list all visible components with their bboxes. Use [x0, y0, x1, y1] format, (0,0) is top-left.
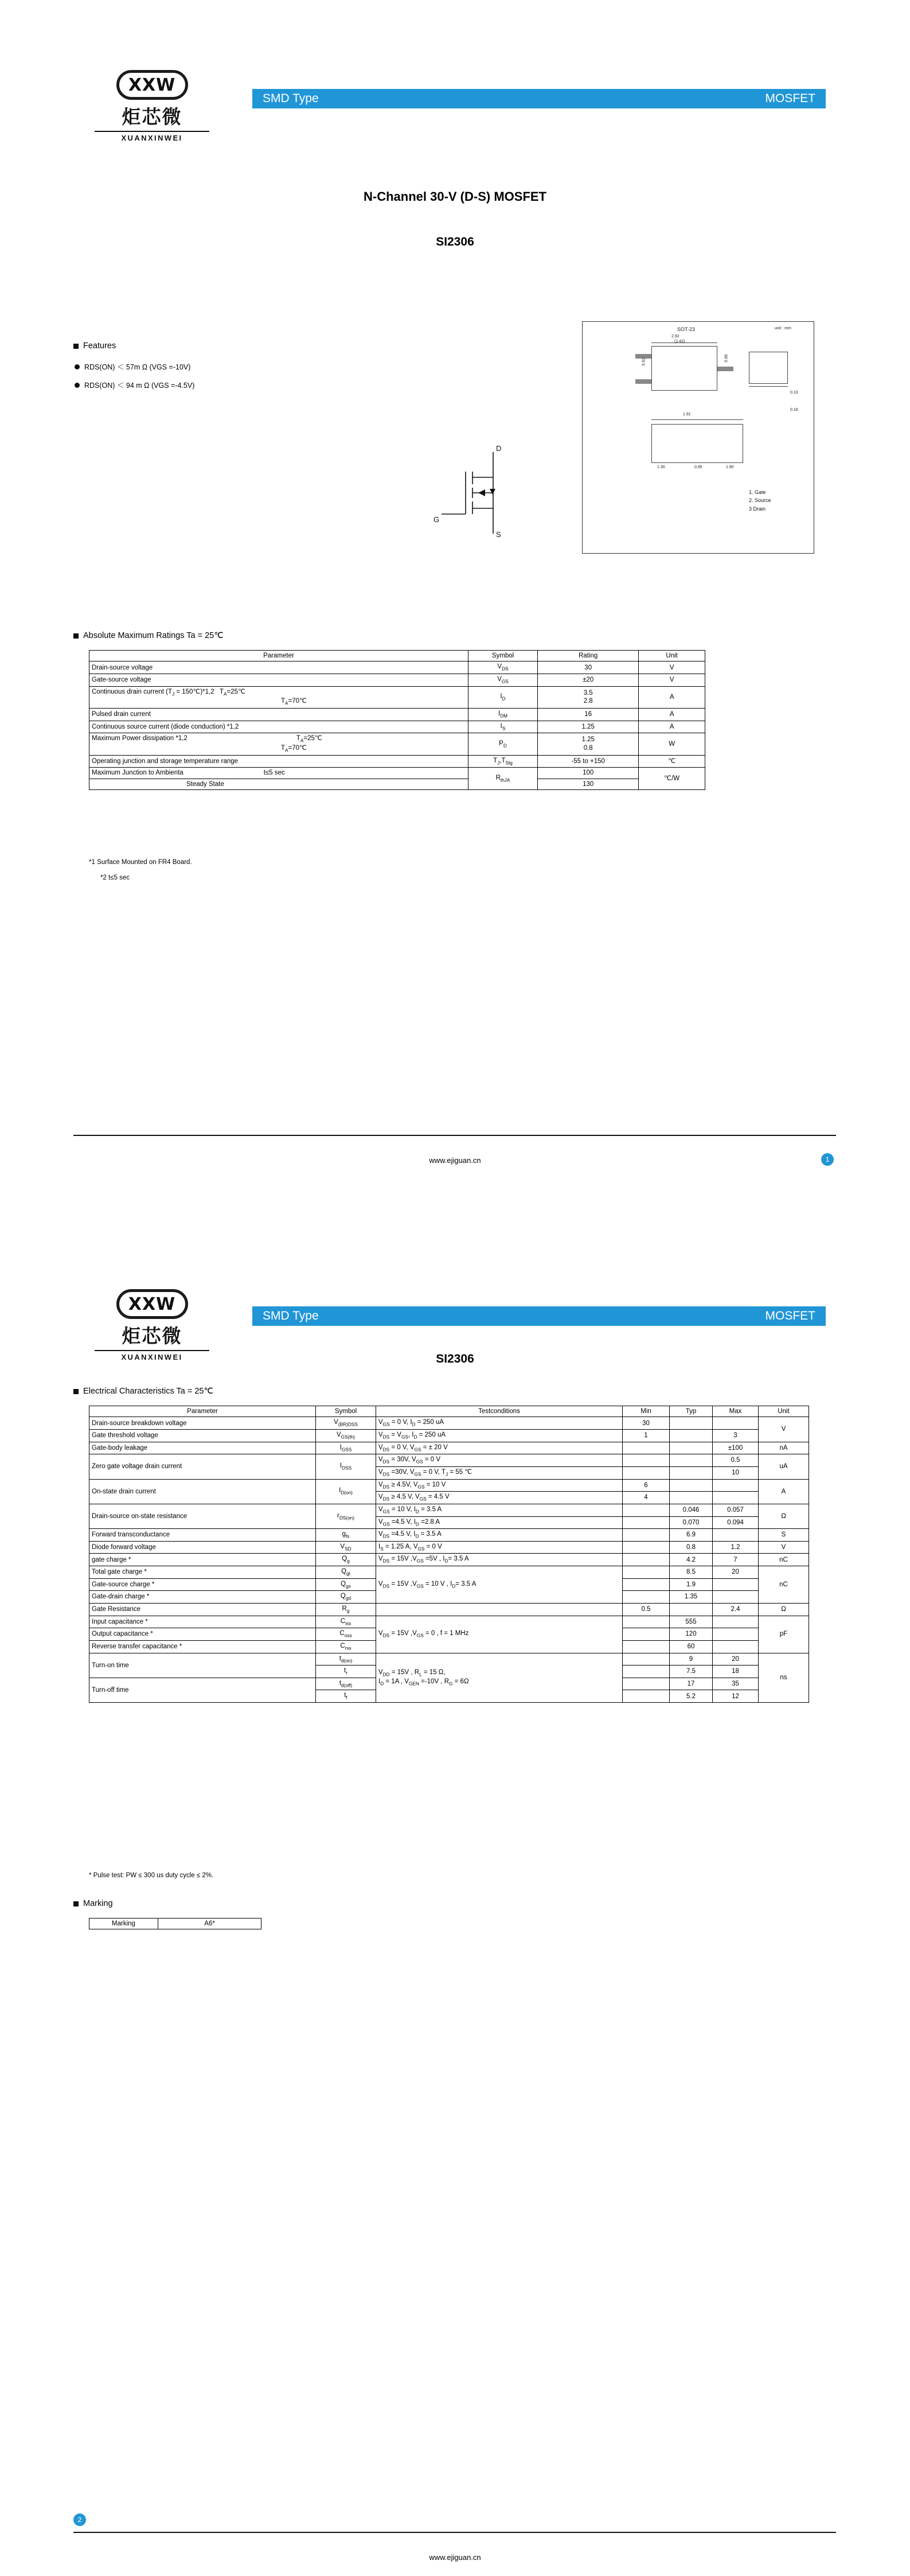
col-symbol: Symbol — [468, 651, 537, 661]
logo-english-name: XUANXINWEI — [121, 1353, 183, 1361]
logo-divider — [95, 1350, 209, 1351]
package-lead-line — [717, 367, 733, 371]
cell-max — [713, 1591, 759, 1604]
header-type-label: SMD Type — [263, 92, 319, 105]
cell-max — [713, 1479, 759, 1492]
cell-unit: nC — [759, 1566, 809, 1604]
cell-unit: Ω — [759, 1504, 809, 1528]
cell-symbol: $C_{iss}$ — [316, 1616, 376, 1628]
cell-parameter: Gate-source voltage — [89, 674, 468, 687]
cell-max: 35 — [713, 1678, 759, 1690]
marking-heading — [73, 1899, 113, 1908]
cell-min — [623, 1554, 670, 1566]
package-dim-label: 0.52 — [642, 357, 646, 366]
cell-symbol: $T_J,T_{Stg}$ — [468, 755, 537, 768]
cell-min — [623, 1616, 670, 1628]
cell-parameter: Gate-source charge * — [89, 1578, 316, 1591]
cell-min — [623, 1504, 670, 1516]
cell-max — [713, 1578, 759, 1591]
cell-symbol: $V_{(BR)DSS}$ — [316, 1417, 376, 1430]
cell-min — [623, 1442, 670, 1454]
logo-mark: XXW — [116, 70, 188, 100]
cell-symbol: $g_{fs}$ — [316, 1529, 376, 1542]
cell-rating: -55 to +150 — [538, 755, 639, 768]
cell-symbol: $V_{DS}$ — [468, 661, 537, 674]
table-row — [89, 1566, 809, 1579]
table-header-row — [89, 1406, 809, 1417]
col-parameter: Parameter — [89, 651, 468, 661]
cell-unit: V — [639, 674, 705, 687]
section-marker-icon — [73, 1901, 79, 1906]
cell-rating: 30 — [538, 661, 639, 674]
cell-symbol: $V_{GS}$ — [468, 674, 537, 687]
mosfet-schematic-symbol — [430, 442, 528, 545]
cell-symbol: $t_f$ — [316, 1690, 376, 1703]
cell-typ: 1.9 — [670, 1578, 713, 1591]
cell-parameter: Maximum Junction to Ambienta t≤5 sec Steady State — [89, 768, 468, 790]
cell-max: 10 — [713, 1466, 759, 1479]
cell-symbol: $t_{d(off)}$ — [316, 1678, 376, 1690]
cell-max: 2.4 — [713, 1603, 759, 1616]
absolute-max-heading-label: Absolute Maximum Ratings Ta = 25℃ — [83, 631, 224, 640]
cell-min — [623, 1640, 670, 1653]
cell-condition: $V_{DS} = 0$ V, $V_{GS}$ = ± 20 V — [376, 1442, 623, 1454]
cell-max: 12 — [713, 1690, 759, 1703]
pulse-test-note: * Pulse test: PW ≤ 300 us duty cycle ≤ 2%. — [89, 1872, 214, 1879]
cell-typ — [670, 1442, 713, 1454]
package-line — [749, 386, 788, 387]
cell-marking-label: Marking — [89, 1919, 158, 1929]
cell-condition: $V_{GS} = 0$ V, $I_D = 250$ uA — [376, 1417, 623, 1430]
cell-rating: 16 — [538, 708, 639, 721]
cell-condition: $V_{DS} \ge 4.5$ V, $V_{GS} = 4.5$ V — [376, 1492, 623, 1504]
cell-parameter: Operating junction and storage temperature range — [89, 755, 468, 768]
cell-max: 0.094 — [713, 1516, 759, 1529]
logo-chinese-name: 炬芯微 — [122, 106, 182, 128]
cell-typ — [670, 1466, 713, 1479]
package-dim-label: 0.95 — [694, 465, 702, 469]
cell-typ — [670, 1492, 713, 1504]
header-device-label: MOSFET — [765, 92, 815, 105]
cell-typ: 1.35 — [670, 1591, 713, 1604]
electrical-characteristics-heading-label: Electrical Characteristics Ta = 25℃ — [83, 1387, 213, 1396]
cell-min — [623, 1690, 670, 1703]
feature-item-1 — [75, 380, 194, 390]
cell-unit: A — [639, 708, 705, 721]
part-number: SI2306 — [436, 235, 474, 248]
cell-max — [713, 1417, 759, 1430]
cell-symbol: $R_g$ — [316, 1603, 376, 1616]
footer-divider — [73, 1135, 836, 1136]
cell-typ: 7.5 — [670, 1666, 713, 1678]
pin-3-label: 3 Drain — [749, 505, 766, 512]
table-row — [89, 1529, 809, 1542]
cell-parameter: Continuous source current (diode conduction) *1,2 — [89, 721, 468, 733]
cell-symbol: $I_S$ — [468, 721, 537, 733]
page-number-badge: 2 — [73, 2513, 86, 2526]
package-dim-label: 0.18 — [790, 408, 798, 412]
logo-divider — [95, 131, 209, 132]
cell-typ — [670, 1479, 713, 1492]
package-footprint-box — [651, 424, 743, 463]
cell-parameter: Zero gate voltage drain current — [89, 1454, 316, 1479]
col-rating: Rating — [538, 651, 639, 661]
cell-unit: uA — [759, 1454, 809, 1479]
absolute-max-heading — [73, 631, 224, 640]
cell-parameter: Maximum Power dissipation *1,2 $T_A=25℃$ $T_A=70℃$ — [89, 733, 468, 755]
cell-typ — [670, 1603, 713, 1616]
absolute-maximum-ratings-table — [89, 650, 705, 790]
cell-min: 1 — [623, 1430, 670, 1442]
cell-symbol: $P_D$ — [468, 733, 537, 755]
cell-unit: pF — [759, 1616, 809, 1653]
cell-rating: 1.25 — [538, 721, 639, 733]
col-unit: Unit — [639, 651, 705, 661]
cell-unit: Ω — [759, 1603, 809, 1616]
col-testconditions: Testconditions — [376, 1406, 623, 1417]
cell-symbol: $R_{thJA}$ — [468, 768, 537, 790]
cell-rating: 1.25 0.8 — [538, 733, 639, 755]
cell-rating: 100 130 — [538, 768, 639, 790]
cell-symbol: $C_{rss}$ — [316, 1640, 376, 1653]
cell-min — [623, 1529, 670, 1542]
cell-symbol: $I_{DM}$ — [468, 708, 537, 721]
table-header-row — [89, 651, 705, 661]
table-row — [89, 1430, 809, 1442]
section-marker-icon — [73, 344, 79, 349]
cell-symbol: $t_r$ — [316, 1666, 376, 1678]
cell-max: 0.057 — [713, 1504, 759, 1516]
cell-parameter: gate charge * — [89, 1554, 316, 1566]
cell-unit: V — [639, 661, 705, 674]
table-row — [89, 1653, 809, 1666]
svg-text:G: G — [433, 515, 440, 524]
package-lead-line — [635, 379, 651, 384]
svg-text:D: D — [496, 444, 502, 453]
package-pin-list — [749, 488, 771, 513]
col-typ: Typ — [670, 1406, 713, 1417]
package-name-label: SOT-23 — [677, 326, 696, 332]
table-row — [89, 708, 705, 721]
cell-max — [713, 1492, 759, 1504]
cell-parameter: Gate threshold voltage — [89, 1430, 316, 1442]
cell-symbol: $I_{D(on)}$ — [316, 1479, 376, 1504]
cell-max: 1.2 — [713, 1541, 759, 1554]
cell-parameter: Output capacitance * — [89, 1628, 316, 1641]
cell-condition: $V_{DS} = 15V$ $,V_{GS} = 0$ , f = 1 MHz — [376, 1616, 623, 1653]
company-logo — [86, 1289, 218, 1361]
cell-unit: S — [759, 1529, 809, 1542]
feature-text: RDS(ON) ＜ 57m Ω (VGS =-10V) — [84, 363, 191, 371]
cell-max — [713, 1529, 759, 1542]
features-heading-label: Features — [83, 341, 116, 351]
cell-symbol: $r_{DS(on)}$ — [316, 1504, 376, 1528]
cell-max: 18 — [713, 1666, 759, 1678]
cell-typ: 6.9 — [670, 1529, 713, 1542]
cell-typ: 9 — [670, 1653, 713, 1666]
cell-condition: $V_{GS} =4.5$ V, $I_D =2.8$ A — [376, 1516, 623, 1529]
cell-min — [623, 1466, 670, 1479]
cell-condition: $V_{DS} =30V$, $V_{GS} = 0$ V, $T_J = 55$ ℃ — [376, 1466, 623, 1479]
cell-condition: $V_{GS} = 10$ V, $I_D = 3.5$ A — [376, 1504, 623, 1516]
cell-min: 0.5 — [623, 1603, 670, 1616]
table-row — [89, 674, 705, 687]
cell-min — [623, 1578, 670, 1591]
cell-min — [623, 1666, 670, 1678]
cell-parameter: Pulsed drain current — [89, 708, 468, 721]
cell-symbol: $V_{SD}$ — [316, 1541, 376, 1554]
page-title: N-Channel 30-V (D-S) MOSFET — [363, 189, 546, 204]
cell-condition: $V_{DS} = V_{GS}$, $I_D = 250$ uA — [376, 1430, 623, 1442]
cell-unit: W — [639, 733, 705, 755]
table-row — [89, 768, 705, 790]
header-device-label: MOSFET — [765, 1309, 815, 1322]
cell-parameter: Total gate charge * — [89, 1566, 316, 1579]
cell-symbol: $Q_{gd}$ — [316, 1591, 376, 1604]
cell-typ: 120 — [670, 1628, 713, 1641]
cell-typ: 8.5 — [670, 1566, 713, 1579]
footnote-2: *2 t≤5 sec — [100, 874, 130, 881]
table-row — [89, 1603, 809, 1616]
cell-min — [623, 1653, 670, 1666]
cell-min: 30 — [623, 1417, 670, 1430]
cell-typ: 17 — [670, 1678, 713, 1690]
cell-typ: 555 — [670, 1616, 713, 1628]
cell-min — [623, 1591, 670, 1604]
footer-url: www.ejiguan.cn — [429, 1156, 481, 1165]
section-marker-icon — [73, 1389, 79, 1394]
package-unit-label: unit : mm — [775, 326, 791, 330]
table-row — [89, 733, 705, 755]
package-dim-label: 0.10 — [790, 391, 798, 395]
cell-symbol: $C_{oss}$ — [316, 1628, 376, 1641]
cell-max: 20 — [713, 1653, 759, 1666]
cell-min: 6 — [623, 1479, 670, 1492]
package-dim-label: (1.42) — [674, 340, 685, 344]
cell-parameter: On-state drain current — [89, 1479, 316, 1504]
cell-max — [713, 1640, 759, 1653]
cell-parameter: Turn-off time — [89, 1678, 316, 1702]
cell-parameter: Reverse transfer capacitance * — [89, 1640, 316, 1653]
table-row — [89, 1454, 809, 1467]
marking-table — [89, 1918, 261, 1929]
mosfet-symbol-svg — [430, 442, 528, 545]
header-banner — [252, 1306, 826, 1326]
cell-symbol: $Q_g$ — [316, 1554, 376, 1566]
cell-max: ±100 — [713, 1442, 759, 1454]
cell-unit: V — [759, 1417, 809, 1442]
electrical-characteristics-heading — [73, 1387, 213, 1396]
pin-1-label: 1. Gate — [749, 489, 766, 495]
cell-min — [623, 1516, 670, 1529]
feature-text: RDS(ON) ＜ 94 m Ω (VGS =-4.5V) — [84, 382, 195, 390]
cell-condition — [376, 1603, 623, 1616]
cell-rating: 3.5 2.8 — [538, 686, 639, 708]
cell-min — [623, 1678, 670, 1690]
cell-condition: $V_{DS} =4.5$ V, $I_D = 3.5$ A — [376, 1529, 623, 1542]
cell-typ: 0.046 — [670, 1504, 713, 1516]
cell-symbol: $Q_{gs}$ — [316, 1578, 376, 1591]
cell-condition: $V_{DS} \ge 4.5V$, $V_{GS} = 10$ V — [376, 1479, 623, 1492]
cell-symbol: $t_{d(on)}$ — [316, 1653, 376, 1666]
cell-typ — [670, 1417, 713, 1430]
table-row — [89, 1554, 809, 1566]
package-dim-label: 2.92 — [671, 334, 679, 338]
cell-typ: 5.2 — [670, 1690, 713, 1703]
table-row — [89, 1442, 809, 1454]
col-unit: Unit — [759, 1406, 809, 1417]
table-row — [89, 1541, 809, 1554]
svg-text:S: S — [496, 530, 501, 539]
cell-min: 4 — [623, 1492, 670, 1504]
cell-typ: 0.8 — [670, 1541, 713, 1554]
cell-symbol: $I_{GSS}$ — [316, 1442, 376, 1454]
cell-parameter: Gate-body leakage — [89, 1442, 316, 1454]
table-row — [89, 1616, 809, 1628]
cell-typ: 60 — [670, 1640, 713, 1653]
header-type-label: SMD Type — [263, 1309, 319, 1322]
cell-condition: $V_{DS} = 30V$, $V_{GS} = 0$ V — [376, 1454, 623, 1467]
cell-parameter: Turn-on time — [89, 1653, 316, 1678]
cell-parameter: Gate Resistance — [89, 1603, 316, 1616]
cell-min — [623, 1541, 670, 1554]
package-outline-drawing — [582, 321, 814, 554]
cell-condition: $V_{DD} = 15V$ , $R_L = 15$ Ω, $I_D = 1A$ , $V_{GEN} =-10V$ , $R_G = 6\Omega$ — [376, 1653, 623, 1703]
cell-typ: 4.2 — [670, 1554, 713, 1566]
package-dim-line — [651, 419, 743, 420]
package-dim-label: 1.30 — [657, 465, 665, 469]
bullet-icon — [75, 383, 80, 388]
electrical-characteristics-table — [89, 1406, 809, 1703]
footnote-1: *1 Surface Mounted on FR4 Board. — [89, 859, 192, 866]
cell-min — [623, 1566, 670, 1579]
cell-parameter: Drain-source on-state resistance — [89, 1504, 316, 1528]
cell-typ — [670, 1454, 713, 1467]
cell-max — [713, 1616, 759, 1628]
cell-parameter: Input capacitance * — [89, 1616, 316, 1628]
table-row — [89, 1504, 809, 1516]
table-row — [89, 1919, 261, 1929]
package-topview-box — [651, 346, 717, 391]
cell-parameter: Diode forward voltage — [89, 1541, 316, 1554]
package-dim-label: 1.90 — [726, 465, 734, 469]
cell-symbol: $I_{DSS}$ — [316, 1454, 376, 1479]
cell-symbol: $V_{GS(th)}$ — [316, 1430, 376, 1442]
pin-2-label: 2. Source — [749, 497, 771, 504]
package-sideview-box — [749, 352, 788, 384]
package-dim-label: 1.91 — [683, 413, 691, 417]
cell-typ: 0.070 — [670, 1516, 713, 1529]
section-marker-icon — [73, 633, 79, 639]
part-number: SI2306 — [436, 1352, 474, 1365]
cell-unit: ns — [759, 1653, 809, 1703]
cell-parameter: Drain-source voltage — [89, 661, 468, 674]
company-logo — [86, 70, 218, 142]
cell-typ — [670, 1430, 713, 1442]
page-2 — [0, 1288, 910, 2576]
table-row — [89, 1417, 809, 1430]
cell-parameter: Continuous drain current ($T_J$ = 150℃)*1,2 $T_A=25℃$ $T_A=70℃$ — [89, 686, 468, 708]
table-row — [89, 686, 705, 708]
table-row — [89, 721, 705, 733]
cell-parameter: Drain-source breakdown voltage — [89, 1417, 316, 1430]
cell-unit: A — [639, 721, 705, 733]
cell-parameter: Gate-drain charge * — [89, 1591, 316, 1604]
logo-mark: XXW — [116, 1289, 188, 1319]
col-min: Min — [623, 1406, 670, 1417]
cell-condition: $V_{DS} = 15V$ $,V_{GS} = 10$ V , $I_D= 3.5$ A — [376, 1566, 623, 1604]
package-dim-label: 0.98 — [724, 354, 729, 363]
cell-unit: V — [759, 1541, 809, 1554]
cell-rating: ±20 — [538, 674, 639, 687]
cell-unit: ℃ — [639, 755, 705, 768]
page-number-badge: 1 — [821, 1153, 834, 1166]
header-banner — [252, 89, 826, 108]
cell-condition: $V_{DS} = 15V$ $,V_{GS} =5V$ , $I_D= 3.5$ A — [376, 1554, 623, 1566]
cell-unit: A — [639, 686, 705, 708]
cell-unit: nA — [759, 1442, 809, 1454]
cell-parameter: Forward transconductance — [89, 1529, 316, 1542]
cell-unit: A — [759, 1479, 809, 1504]
cell-max: 20 — [713, 1566, 759, 1579]
cell-max: 7 — [713, 1554, 759, 1566]
cell-min — [623, 1628, 670, 1641]
cell-unit: ℃/W — [639, 768, 705, 790]
table-row — [89, 661, 705, 674]
cell-symbol: $Q_{gt}$ — [316, 1566, 376, 1579]
col-max: Max — [713, 1406, 759, 1417]
col-parameter: Parameter — [89, 1406, 316, 1417]
table-row — [89, 755, 705, 768]
cell-marking-value: A6* — [158, 1919, 261, 1929]
feature-item-0 — [75, 361, 190, 372]
features-heading — [73, 341, 116, 351]
logo-chinese-name: 炬芯微 — [122, 1325, 182, 1347]
marking-heading-label: Marking — [83, 1899, 113, 1908]
cell-symbol: $I_D$ — [468, 686, 537, 708]
table-row — [89, 1479, 809, 1492]
bullet-icon — [75, 364, 80, 369]
cell-max: 3 — [713, 1430, 759, 1442]
cell-unit: nC — [759, 1554, 809, 1566]
cell-max: 0.5 — [713, 1454, 759, 1467]
logo-english-name: XUANXINWEI — [121, 134, 183, 142]
cell-condition: $I_S = 1.25$ A, $V_{GS} = 0$ V — [376, 1541, 623, 1554]
footer-divider — [73, 2532, 836, 2533]
cell-min — [623, 1454, 670, 1467]
col-symbol: Symbol — [316, 1406, 376, 1417]
footer-url: www.ejiguan.cn — [429, 2553, 481, 2562]
cell-max — [713, 1628, 759, 1641]
